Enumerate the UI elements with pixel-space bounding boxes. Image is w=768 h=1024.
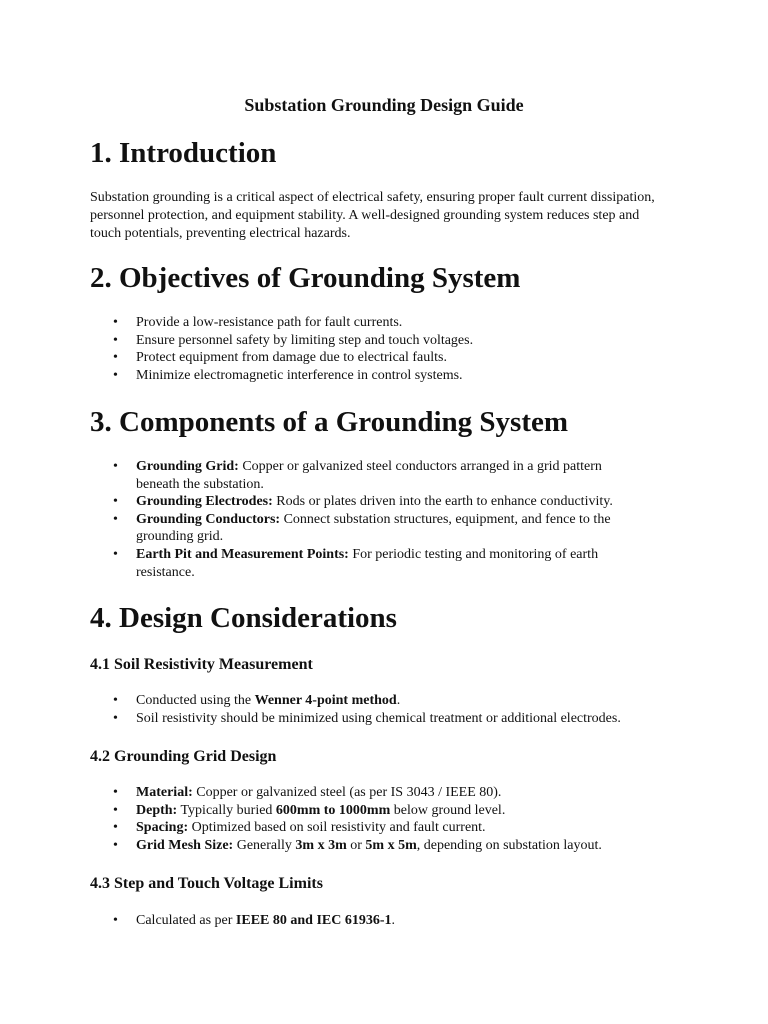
list-item-emphasis: 5m x 5m [365,837,417,853]
list-item [90,314,670,332]
soil-resistivity-list [90,692,670,727]
list-item [90,837,670,855]
objectives-list [90,314,670,384]
list-item-text: Rods or plates driven into the earth to enhance conductivity. [272,494,613,510]
bullet-icon: • [113,350,118,366]
bullet-icon: • [113,820,118,836]
heading-introduction: 1. Introduction [90,137,277,169]
bullet-icon: • [113,332,118,348]
bullet-icon: • [113,693,118,708]
list-item [90,802,670,820]
list-item [90,493,670,511]
list-item-term: Grounding Electrodes: [136,494,273,510]
list-item-text: For periodic testing and monitoring of earth resistance. [136,546,599,580]
list-item-text: below ground level. [390,802,506,818]
list-item [90,912,670,930]
list-item-text: Copper or galvanized steel conductors arranged in a grid pattern beneath the substation. [136,459,602,492]
list-item [90,710,670,728]
grid-design-list [90,784,670,854]
list-item [90,458,670,493]
list-item-term: Material: [136,785,193,800]
list-item-term: Grounding Grid: [136,459,239,474]
list-item-text: Minimize electromagnetic interference in control systems. [136,367,463,383]
list-item [90,692,670,710]
list-item [90,819,670,837]
list-item-text: Calculated as per [136,913,236,928]
bullet-icon: • [113,511,118,527]
bullet-icon: • [113,494,118,510]
list-item [90,511,670,546]
document-title: Substation Grounding Design Guide [244,95,524,115]
heading-step-touch-limits: 4.3 Step and Touch Voltage Limits [90,875,323,892]
list-item-text: Ensure personnel safety by limiting step and touch voltages. [136,332,474,348]
list-item-text: Protect equipment from damage due to electrical faults. [136,350,447,366]
list-item [90,546,670,581]
list-item-text: or [346,837,366,853]
list-item-term: Grid Mesh Size: [136,837,234,853]
heading-design-considerations: 4. Design Considerations [90,602,397,634]
bullet-icon: • [113,459,118,474]
bullet-icon: • [113,837,118,853]
components-list [90,458,670,581]
list-item-text: Provide a low-resistance path for fault currents. [136,315,403,330]
list-item-term: Grounding Conductors: [136,511,281,527]
bullet-icon: • [113,367,118,383]
list-item-text: Typically buried [177,802,276,818]
list-item-term: Spacing: [136,820,189,836]
list-item-emphasis: 3m x 3m [295,837,347,853]
bullet-icon: • [113,710,118,726]
list-item-emphasis: Wenner 4-point method [254,693,397,708]
step-touch-list [90,912,670,930]
introduction-paragraph: Substation grounding is a critical aspect of electrical safety, ensuring proper fault current dissipation, personnel protection, and equipment stability. A well-designed grounding system reduces step and touch potentials, preventing electrical hazards. [90,190,655,241]
bullet-icon: • [113,802,118,818]
list-item-text: Conducted using the [136,693,255,708]
heading-grid-design: 4.2 Grounding Grid Design [90,748,277,765]
bullet-icon: • [113,315,118,330]
bullet-icon: • [113,785,118,800]
list-item [90,784,670,802]
heading-components: 3. Components of a Grounding System [90,406,569,438]
list-item-term: Earth Pit and Measurement Points: [136,546,349,562]
heading-soil-resistivity: 4.1 Soil Resistivity Measurement [90,656,313,673]
list-item-text: . [391,913,395,928]
list-item-text: Soil resistivity should be minimized using chemical treatment or additional electrodes. [136,710,621,726]
list-item-text: , depending on substation layout. [416,837,602,853]
list-item-text: Generally [233,837,296,853]
list-item [90,332,670,350]
list-item-term: Depth: [136,802,178,818]
list-item-text: Connect substation structures, equipment, and fence to the grounding grid. [136,511,611,545]
list-item-emphasis: 600mm to 1000mm [275,802,391,818]
list-item-text: . [396,693,401,708]
bullet-icon: • [113,546,118,562]
list-item-emphasis: IEEE 80 and IEC 61936-1 [235,913,392,928]
heading-objectives: 2. Objectives of Grounding System [90,262,521,294]
list-item [90,367,670,385]
bullet-icon: • [113,913,118,928]
list-item [90,349,670,367]
list-item-text: Copper or galvanized steel (as per IS 3043 / IEEE 80). [192,785,502,800]
list-item-text: Optimized based on soil resistivity and fault current. [188,820,486,836]
